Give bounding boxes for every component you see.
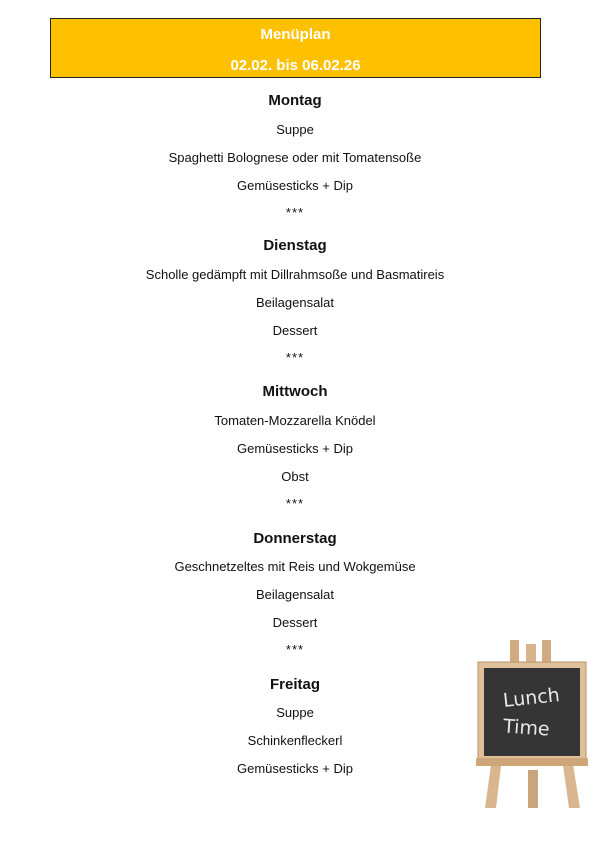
separator-stars: *** bbox=[285, 350, 305, 365]
menu-item: Suppe bbox=[276, 705, 314, 720]
menu-item: Gemüsesticks + Dip bbox=[237, 761, 353, 776]
menu-item: Tomaten-Mozzarella Knödel bbox=[214, 413, 376, 428]
menu-item: Scholle gedämpft mit Dillrahmsoße und Basmatireis bbox=[145, 267, 445, 282]
chalk-text-line1: Lunch bbox=[501, 684, 561, 712]
menu-item: Gemüsesticks + Dip bbox=[237, 178, 353, 193]
menu-date-range: 02.02. bis 06.02.26 bbox=[230, 57, 361, 74]
menu-item: Spaghetti Bolognese oder mit Tomatensoße bbox=[168, 150, 422, 165]
easel-back-leg bbox=[528, 770, 538, 808]
day-heading-dienstag: Dienstag bbox=[263, 237, 327, 254]
chalk-text-line2: Time bbox=[502, 715, 551, 741]
menu-header bbox=[50, 18, 541, 78]
separator-stars: *** bbox=[285, 205, 305, 220]
menu-item: Dessert bbox=[272, 323, 318, 338]
menu-item: Gemüsesticks + Dip bbox=[237, 441, 353, 456]
menu-item: Dessert bbox=[272, 615, 318, 630]
menu-item: Suppe bbox=[276, 122, 314, 137]
menu-title: Menüplan bbox=[260, 26, 331, 43]
day-heading-mittwoch: Mittwoch bbox=[262, 383, 328, 400]
day-heading-donnerstag: Donnerstag bbox=[253, 530, 337, 547]
menu-item: Beilagensalat bbox=[255, 295, 335, 310]
separator-stars: *** bbox=[285, 496, 305, 511]
day-heading-freitag: Freitag bbox=[269, 676, 320, 693]
board-ledge bbox=[476, 758, 588, 766]
chalkboard-easel-icon bbox=[474, 640, 590, 812]
chalk-smudge bbox=[484, 668, 580, 756]
menu-item: Obst bbox=[281, 469, 309, 484]
separator-stars: *** bbox=[285, 642, 305, 657]
menu-item: Schinkenfleckerl bbox=[247, 733, 343, 748]
menu-item: Geschnetzeltes mit Reis und Wokgemüse bbox=[174, 559, 416, 574]
day-heading-montag: Montag bbox=[268, 92, 322, 109]
menu-item: Beilagensalat bbox=[255, 587, 335, 602]
